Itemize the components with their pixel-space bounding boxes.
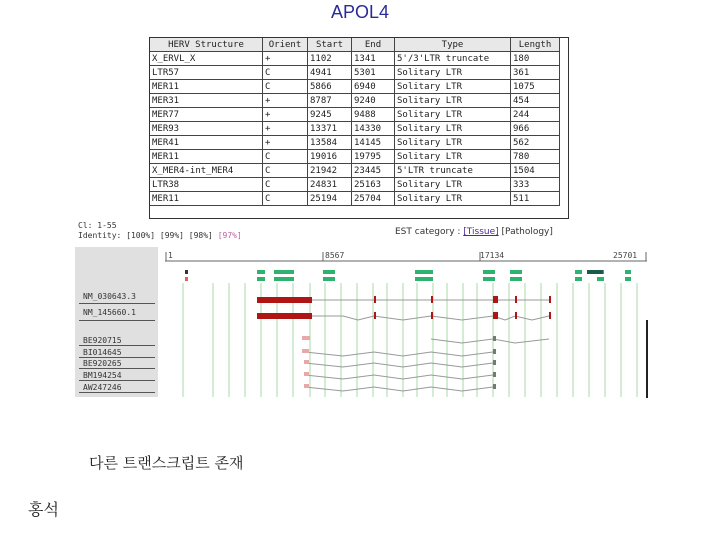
- start-cell: 24831: [308, 178, 352, 192]
- type-cell: 5'/3'LTR truncate: [395, 52, 511, 66]
- length-cell: 180: [511, 52, 560, 66]
- herv-structure-cell: LTR57: [150, 66, 263, 80]
- track-label-nm030643[interactable]: NM_030643.3: [83, 292, 136, 301]
- start-cell: 1102: [308, 52, 352, 66]
- herv-structure-cell: MER11: [150, 150, 263, 164]
- divider: [79, 320, 155, 321]
- end-cell: 6940: [352, 80, 395, 94]
- length-cell: 244: [511, 108, 560, 122]
- track-area: [165, 247, 647, 397]
- end-cell: 9488: [352, 108, 395, 122]
- herv-structure-cell: MER77: [150, 108, 263, 122]
- herv-block[interactable]: [415, 270, 433, 274]
- legend-cl-text: Cl: 1-55: [78, 221, 117, 230]
- table-header-row: [150, 38, 560, 52]
- table-row: [150, 178, 560, 192]
- exon[interactable]: [549, 296, 551, 303]
- col-orient: Orient: [263, 38, 308, 52]
- identity-legend: [78, 221, 242, 241]
- start-cell: 8787: [308, 94, 352, 108]
- end-cell: 25163: [352, 178, 395, 192]
- herv-block[interactable]: [510, 270, 522, 274]
- herv-blocks: [257, 270, 631, 281]
- est-line: [305, 352, 493, 356]
- type-cell: Solitary LTR: [395, 192, 511, 206]
- page-title: APOL4: [330, 2, 390, 22]
- est-line: [431, 339, 549, 343]
- type-cell: Solitary LTR: [395, 66, 511, 80]
- exon[interactable]: [374, 312, 376, 319]
- transcript-nm030643[interactable]: [257, 296, 551, 303]
- identity-text: [78, 231, 242, 241]
- herv-block[interactable]: [575, 270, 582, 274]
- length-cell: 1504: [511, 164, 560, 178]
- end-cell: 19795: [352, 150, 395, 164]
- orient-cell: +: [263, 136, 308, 150]
- col-type: Type: [395, 38, 511, 52]
- est-label[interactable]: BE920265: [83, 359, 122, 368]
- type-cell: 5'LTR truncate: [395, 164, 511, 178]
- herv-block-dark[interactable]: [587, 270, 603, 274]
- table-row: [150, 108, 560, 122]
- orient-cell: +: [263, 52, 308, 66]
- col-length: Length: [511, 38, 560, 52]
- divider: [79, 345, 155, 346]
- herv-structure-cell: MER41: [150, 136, 263, 150]
- length-cell: 511: [511, 192, 560, 206]
- est-label[interactable]: BM194254: [83, 371, 122, 380]
- table-row: [150, 80, 560, 94]
- est-block[interactable]: [302, 336, 310, 340]
- herv-structure-cell: MER11: [150, 192, 263, 206]
- herv-structure-cell: LTR38: [150, 178, 263, 192]
- ruler-label-3: 17134: [480, 251, 505, 260]
- orient-cell: C: [263, 192, 308, 206]
- herv-block[interactable]: [597, 277, 604, 281]
- length-cell: 780: [511, 150, 560, 164]
- ruler-label-2: 8567: [325, 251, 345, 260]
- start-cell: 13371: [308, 122, 352, 136]
- herv-table: [149, 37, 560, 206]
- herv-block[interactable]: [257, 277, 265, 281]
- herv-structure-cell: MER93: [150, 122, 263, 136]
- ruler-label-1: 1: [168, 251, 173, 260]
- table-row: [150, 94, 560, 108]
- identity-prefix: Identity: [100%] [99%] [98%]: [78, 231, 213, 240]
- est-block[interactable]: [493, 372, 496, 377]
- start-cell: 4941: [308, 66, 352, 80]
- type-cell: Solitary LTR: [395, 136, 511, 150]
- exon[interactable]: [431, 296, 433, 303]
- track-label-nm145660[interactable]: NM_145660.1: [83, 308, 136, 317]
- transcript-nm145660[interactable]: [257, 312, 551, 320]
- end-cell: 5301: [352, 66, 395, 80]
- orient-cell: +: [263, 94, 308, 108]
- length-cell: 333: [511, 178, 560, 192]
- table-row: [150, 150, 560, 164]
- est-block[interactable]: [493, 360, 496, 365]
- length-cell: 454: [511, 94, 560, 108]
- herv-structure-cell: MER11: [150, 80, 263, 94]
- start-cell: 9245: [308, 108, 352, 122]
- orient-cell: +: [263, 122, 308, 136]
- identity-97: [97%]: [217, 231, 242, 240]
- herv-block[interactable]: [483, 277, 495, 281]
- divider: [79, 392, 155, 393]
- type-cell: Solitary LTR: [395, 150, 511, 164]
- length-cell: 361: [511, 66, 560, 80]
- divider: [79, 357, 155, 358]
- exon[interactable]: [257, 297, 312, 303]
- herv-block[interactable]: [257, 270, 265, 274]
- est-category-label: EST category :: [395, 227, 464, 237]
- type-cell: Solitary LTR: [395, 178, 511, 192]
- exon[interactable]: [493, 296, 498, 303]
- herv-block[interactable]: [510, 277, 522, 281]
- col-start: Start: [308, 38, 352, 52]
- length-cell: 562: [511, 136, 560, 150]
- herv-block[interactable]: [274, 277, 294, 281]
- start-cell: 19016: [308, 150, 352, 164]
- caption: 다른 트랜스크립트 존재: [89, 454, 244, 472]
- est-block[interactable]: [304, 384, 309, 388]
- orient-cell: C: [263, 178, 308, 192]
- type-cell: Solitary LTR: [395, 94, 511, 108]
- type-cell: Solitary LTR: [395, 80, 511, 94]
- herv-block[interactable]: [323, 270, 335, 274]
- est-alignments[interactable]: [302, 336, 549, 391]
- est-line: [305, 363, 493, 367]
- herv-block[interactable]: [625, 270, 631, 274]
- exon[interactable]: [257, 313, 312, 319]
- herv-structure-cell: X_MER4-int_MER4: [150, 164, 263, 178]
- intron-line: [312, 316, 549, 320]
- table-row: [150, 66, 560, 80]
- col-herv-structure: HERV Structure: [150, 38, 263, 52]
- genome-browser: [75, 247, 647, 397]
- scroll-marker: [646, 320, 648, 398]
- type-cell: Solitary LTR: [395, 108, 511, 122]
- exon[interactable]: [431, 312, 433, 319]
- ruler-label-4: 25701: [613, 251, 638, 260]
- divider: [79, 303, 155, 304]
- herv-block[interactable]: [415, 277, 433, 281]
- orient-cell: C: [263, 80, 308, 94]
- orient-cell: C: [263, 66, 308, 80]
- orient-cell: C: [263, 150, 308, 164]
- est-block[interactable]: [304, 360, 309, 364]
- est-line: [305, 387, 493, 391]
- est-label[interactable]: BI014645: [83, 348, 122, 357]
- est-block[interactable]: [493, 384, 496, 389]
- footer-text: 홍석: [28, 500, 59, 519]
- est-line: [305, 375, 493, 379]
- orient-cell: +: [263, 108, 308, 122]
- tissue-link[interactable]: [Tissue]: [463, 227, 499, 237]
- table-row: [150, 164, 560, 178]
- start-cell: 5866: [308, 80, 352, 94]
- est-category-legend: [395, 227, 553, 237]
- exon[interactable]: [515, 296, 517, 303]
- est-label[interactable]: BE920715: [83, 336, 122, 345]
- exon[interactable]: [374, 296, 376, 303]
- start-cell: 25194: [308, 192, 352, 206]
- divider: [79, 380, 155, 381]
- type-cell: Solitary LTR: [395, 122, 511, 136]
- herv-block[interactable]: [323, 277, 335, 281]
- herv-marker: [185, 270, 188, 274]
- start-cell: 13584: [308, 136, 352, 150]
- track-label-sidebar: [75, 247, 158, 397]
- table-row: [150, 192, 560, 206]
- exon[interactable]: [493, 312, 498, 319]
- start-cell: 21942: [308, 164, 352, 178]
- est-block[interactable]: [304, 372, 309, 376]
- herv-block[interactable]: [625, 277, 631, 281]
- col-end: End: [352, 38, 395, 52]
- orient-cell: C: [263, 164, 308, 178]
- herv-block[interactable]: [575, 277, 582, 281]
- divider: [79, 368, 155, 369]
- est-block[interactable]: [302, 349, 309, 353]
- table-row: [150, 136, 560, 150]
- end-cell: 23445: [352, 164, 395, 178]
- pathology-link[interactable]: [Pathology]: [501, 227, 553, 237]
- exon[interactable]: [515, 312, 517, 319]
- end-cell: 9240: [352, 94, 395, 108]
- end-cell: 25704: [352, 192, 395, 206]
- herv-marker: [185, 277, 188, 281]
- end-cell: 14145: [352, 136, 395, 150]
- end-cell: 1341: [352, 52, 395, 66]
- table-row: [150, 122, 560, 136]
- table-row: [150, 52, 560, 66]
- herv-structure-cell: X_ERVL_X: [150, 52, 263, 66]
- herv-structure-cell: MER31: [150, 94, 263, 108]
- herv-block[interactable]: [274, 270, 294, 274]
- end-cell: 14330: [352, 122, 395, 136]
- est-label[interactable]: AW247246: [83, 383, 122, 392]
- est-block[interactable]: [493, 349, 496, 354]
- length-cell: 966: [511, 122, 560, 136]
- est-block[interactable]: [493, 336, 496, 341]
- length-cell: 1075: [511, 80, 560, 94]
- herv-block[interactable]: [483, 270, 495, 274]
- track-svg: [165, 247, 647, 397]
- exon[interactable]: [549, 312, 551, 319]
